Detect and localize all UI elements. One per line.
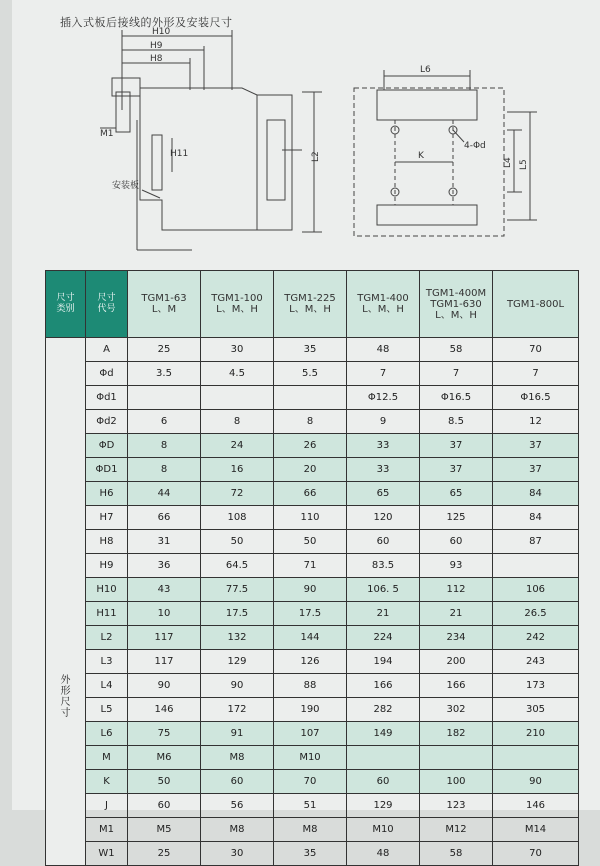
dimension-value: 107: [274, 722, 347, 746]
dimension-value: [201, 386, 274, 410]
dimension-value: 60: [420, 530, 493, 554]
model-variants: L、M、H: [362, 304, 404, 315]
dimension-value: 144: [274, 626, 347, 650]
dimension-value: Φ12.5: [347, 386, 420, 410]
dimension-code: H7: [86, 506, 128, 530]
dimension-value: 242: [493, 626, 579, 650]
model-header: [493, 271, 579, 338]
header-category-text: 类别: [56, 304, 75, 314]
dimension-value: 58: [420, 842, 493, 866]
label-h10: H10: [152, 27, 171, 37]
dimension-value: 70: [274, 770, 347, 794]
dimension-code: H8: [86, 530, 128, 554]
side-view: [100, 27, 322, 250]
dimension-value: 17.5: [201, 602, 274, 626]
model-variants: L、M、H: [289, 304, 331, 315]
label-k: K: [418, 151, 424, 161]
dimension-value: 70: [493, 338, 579, 362]
dimension-value: 166: [420, 674, 493, 698]
model-name: TGM1-630: [430, 298, 482, 310]
dimension-value: 149: [347, 722, 420, 746]
dimension-value: M14: [493, 818, 579, 842]
table-row: [46, 650, 579, 674]
dimension-value: 72: [201, 482, 274, 506]
dimension-value: 36: [128, 554, 201, 578]
model-variants: L、M、H: [435, 309, 477, 321]
model-name: TGM1-400M: [425, 287, 487, 299]
dimension-code: L6: [86, 722, 128, 746]
table-row: [46, 626, 579, 650]
label-m1: M1: [100, 129, 114, 139]
header-code-text: 尺寸: [97, 293, 116, 303]
table-row: [46, 674, 579, 698]
dimension-value: 7: [493, 362, 579, 386]
dimension-value: 8: [128, 458, 201, 482]
dimension-value: Φ16.5: [420, 386, 493, 410]
group-label-char: 尺: [60, 696, 71, 708]
front-view: [354, 65, 537, 236]
dimension-value: 129: [201, 650, 274, 674]
label-l5: L5: [519, 159, 529, 170]
dimension-value: 65: [347, 482, 420, 506]
dimension-value: M8: [201, 746, 274, 770]
table-header-row: [46, 271, 579, 338]
table-row: [46, 410, 579, 434]
table-row: [46, 578, 579, 602]
dimension-value: 51: [274, 794, 347, 818]
table-row: [46, 458, 579, 482]
model-header: [420, 271, 493, 338]
model-name: TGM1-225: [284, 293, 336, 304]
dimension-value: 21: [347, 602, 420, 626]
dimension-value: 88: [274, 674, 347, 698]
dimension-value: 44: [128, 482, 201, 506]
group-label-char: 形: [60, 685, 71, 697]
dimension-value: 117: [128, 626, 201, 650]
table-row: [46, 794, 579, 818]
dimension-value: 302: [420, 698, 493, 722]
dimension-value: 30: [201, 842, 274, 866]
dimension-value: 24: [201, 434, 274, 458]
label-l6: L6: [420, 65, 431, 75]
model-header: [274, 271, 347, 338]
dimension-value: 65: [420, 482, 493, 506]
dimension-value: 12: [493, 410, 579, 434]
dimension-value: M8: [274, 818, 347, 842]
dimension-value: 7: [347, 362, 420, 386]
group-label: [46, 338, 86, 866]
model-variants: L、M、H: [216, 304, 258, 315]
group-label-char: 寸: [60, 707, 71, 719]
dimension-value: 37: [493, 458, 579, 482]
dimension-value: 66: [274, 482, 347, 506]
dimension-code: L2: [86, 626, 128, 650]
dimension-value: 83.5: [347, 554, 420, 578]
dimension-value: 93: [420, 554, 493, 578]
dimension-code: A: [86, 338, 128, 362]
dimension-value: M10: [347, 818, 420, 842]
dimension-value: 43: [128, 578, 201, 602]
dimension-value: 123: [420, 794, 493, 818]
dimension-code: J: [86, 794, 128, 818]
table-row: [46, 338, 579, 362]
dimension-value: 50: [274, 530, 347, 554]
dimension-value: 100: [420, 770, 493, 794]
dimension-code: L3: [86, 650, 128, 674]
model-name: TGM1-63: [141, 293, 187, 304]
dimension-value: 60: [347, 770, 420, 794]
dimension-value: 117: [128, 650, 201, 674]
dimension-value: 8.5: [420, 410, 493, 434]
dimension-value: 234: [420, 626, 493, 650]
dimension-value: 84: [493, 506, 579, 530]
table-row: [46, 530, 579, 554]
dimension-value: 16: [201, 458, 274, 482]
table-row: [46, 506, 579, 530]
model-name: TGM1-100: [211, 293, 263, 304]
dimension-value: 64.5: [201, 554, 274, 578]
dimension-value: 31: [128, 530, 201, 554]
dimension-value: [420, 746, 493, 770]
group-label-text: [46, 485, 85, 719]
dimension-value: 146: [128, 698, 201, 722]
dimension-value: 71: [274, 554, 347, 578]
dimension-value: 108: [201, 506, 274, 530]
dimension-value: 35: [274, 338, 347, 362]
table-row: [46, 434, 579, 458]
dimension-code: Φd1: [86, 386, 128, 410]
dimension-value: 173: [493, 674, 579, 698]
dimension-value: 77.5: [201, 578, 274, 602]
table-row: [46, 818, 579, 842]
dimension-value: 172: [201, 698, 274, 722]
dimension-value: 166: [347, 674, 420, 698]
dimension-value: 25: [128, 842, 201, 866]
dimension-value: 60: [128, 794, 201, 818]
header-code-text: 代号: [97, 304, 116, 314]
dimension-value: [274, 386, 347, 410]
dimension-code: H6: [86, 482, 128, 506]
dimension-value: M6: [128, 746, 201, 770]
dimension-table: [45, 270, 579, 866]
table-row: [46, 482, 579, 506]
model-name: TGM1-800L: [506, 298, 565, 310]
dimension-value: 90: [274, 578, 347, 602]
table-row: [46, 362, 579, 386]
dimension-value: 106. 5: [347, 578, 420, 602]
model-header: [347, 271, 420, 338]
table-row: [46, 722, 579, 746]
dimension-value: 6: [128, 410, 201, 434]
dimension-value: 66: [128, 506, 201, 530]
dimension-value: 20: [274, 458, 347, 482]
dimension-value: 125: [420, 506, 493, 530]
dimension-value: M5: [128, 818, 201, 842]
dimension-value: [128, 386, 201, 410]
label-mount-plate: 安装板: [112, 181, 140, 191]
dimension-value: 210: [493, 722, 579, 746]
dimension-value: 21: [420, 602, 493, 626]
dimension-code: H11: [86, 602, 128, 626]
dimension-value: 8: [201, 410, 274, 434]
dimension-value: 112: [420, 578, 493, 602]
group-label-char: 外: [60, 674, 71, 686]
section-heading: 插入式板后接线的外形及安装尺寸: [60, 16, 233, 29]
dimension-value: 25: [128, 338, 201, 362]
dimension-value: 110: [274, 506, 347, 530]
model-variants: L、M: [151, 304, 177, 315]
dimension-value: 10: [128, 602, 201, 626]
dimension-value: M8: [201, 818, 274, 842]
dimension-value: 33: [347, 458, 420, 482]
dimension-value: 282: [347, 698, 420, 722]
label-h9: H9: [150, 41, 163, 51]
header-category-text: 尺寸: [56, 293, 75, 303]
catalog-page: [12, 0, 600, 859]
dimension-code: H10: [86, 578, 128, 602]
table-row: [46, 386, 579, 410]
label-l2: L2: [311, 151, 321, 162]
dimension-value: 56: [201, 794, 274, 818]
dimension-value: M10: [274, 746, 347, 770]
dimension-value: 120: [347, 506, 420, 530]
dimension-value: 60: [347, 530, 420, 554]
dimension-value: 48: [347, 338, 420, 362]
dimension-value: 48: [347, 842, 420, 866]
dimension-value: 84: [493, 482, 579, 506]
dimension-value: M12: [420, 818, 493, 842]
table-row: [46, 842, 579, 866]
dimension-code: ΦD: [86, 434, 128, 458]
dimension-value: Φ16.5: [493, 386, 579, 410]
dimension-value: 35: [274, 842, 347, 866]
dimension-value: 305: [493, 698, 579, 722]
dimension-value: 9: [347, 410, 420, 434]
dimension-value: 190: [274, 698, 347, 722]
dimension-value: 17.5: [274, 602, 347, 626]
dimension-value: [347, 746, 420, 770]
table-row: [46, 554, 579, 578]
dimension-value: 182: [420, 722, 493, 746]
dimension-value: 146: [493, 794, 579, 818]
table-row: [46, 770, 579, 794]
dimension-value: 60: [201, 770, 274, 794]
label-h11: H11: [170, 149, 189, 159]
dimension-value: 126: [274, 650, 347, 674]
dimension-value: 7: [420, 362, 493, 386]
dimension-value: 90: [128, 674, 201, 698]
dimension-drawing: [12, 0, 600, 270]
header-code: [86, 271, 128, 338]
table-row: [46, 602, 579, 626]
dimension-code: L5: [86, 698, 128, 722]
dimension-value: 26.5: [493, 602, 579, 626]
dimension-value: 129: [347, 794, 420, 818]
dimension-value: 37: [420, 434, 493, 458]
dimension-value: [493, 554, 579, 578]
dimension-value: 91: [201, 722, 274, 746]
label-hole: 4-Φd: [464, 141, 486, 151]
dimension-code: ΦD1: [86, 458, 128, 482]
dimension-value: 4.5: [201, 362, 274, 386]
dimension-value: 3.5: [128, 362, 201, 386]
dimension-code: Φd: [86, 362, 128, 386]
dimension-value: 8: [128, 434, 201, 458]
dimension-value: 132: [201, 626, 274, 650]
dimension-value: 50: [128, 770, 201, 794]
dimension-value: 90: [201, 674, 274, 698]
dimension-code: K: [86, 770, 128, 794]
dimension-value: 70: [493, 842, 579, 866]
label-h8: H8: [150, 54, 163, 64]
dimension-value: [493, 746, 579, 770]
dimension-value: 243: [493, 650, 579, 674]
dimension-value: 26: [274, 434, 347, 458]
model-header: [201, 271, 274, 338]
dimension-value: 33: [347, 434, 420, 458]
dimension-code: Φd2: [86, 410, 128, 434]
dimension-value: 37: [420, 458, 493, 482]
dimension-value: 90: [493, 770, 579, 794]
dimension-value: 30: [201, 338, 274, 362]
dimension-value: 37: [493, 434, 579, 458]
dimension-code: M1: [86, 818, 128, 842]
dimension-value: 5.5: [274, 362, 347, 386]
dimension-value: 50: [201, 530, 274, 554]
dimension-value: 106: [493, 578, 579, 602]
dimension-value: 224: [347, 626, 420, 650]
dimension-code: W1: [86, 842, 128, 866]
dimension-value: 87: [493, 530, 579, 554]
label-l4: L4: [503, 157, 513, 168]
dimension-value: 200: [420, 650, 493, 674]
dimension-code: H9: [86, 554, 128, 578]
table-row: [46, 746, 579, 770]
dimension-value: 8: [274, 410, 347, 434]
dimension-code: M: [86, 746, 128, 770]
table-row: [46, 698, 579, 722]
dimension-value: 58: [420, 338, 493, 362]
model-name: TGM1-400: [357, 293, 409, 304]
dimension-value: 75: [128, 722, 201, 746]
dimension-value: 194: [347, 650, 420, 674]
header-category: [46, 271, 86, 338]
model-header: [128, 271, 201, 338]
dimension-code: L4: [86, 674, 128, 698]
